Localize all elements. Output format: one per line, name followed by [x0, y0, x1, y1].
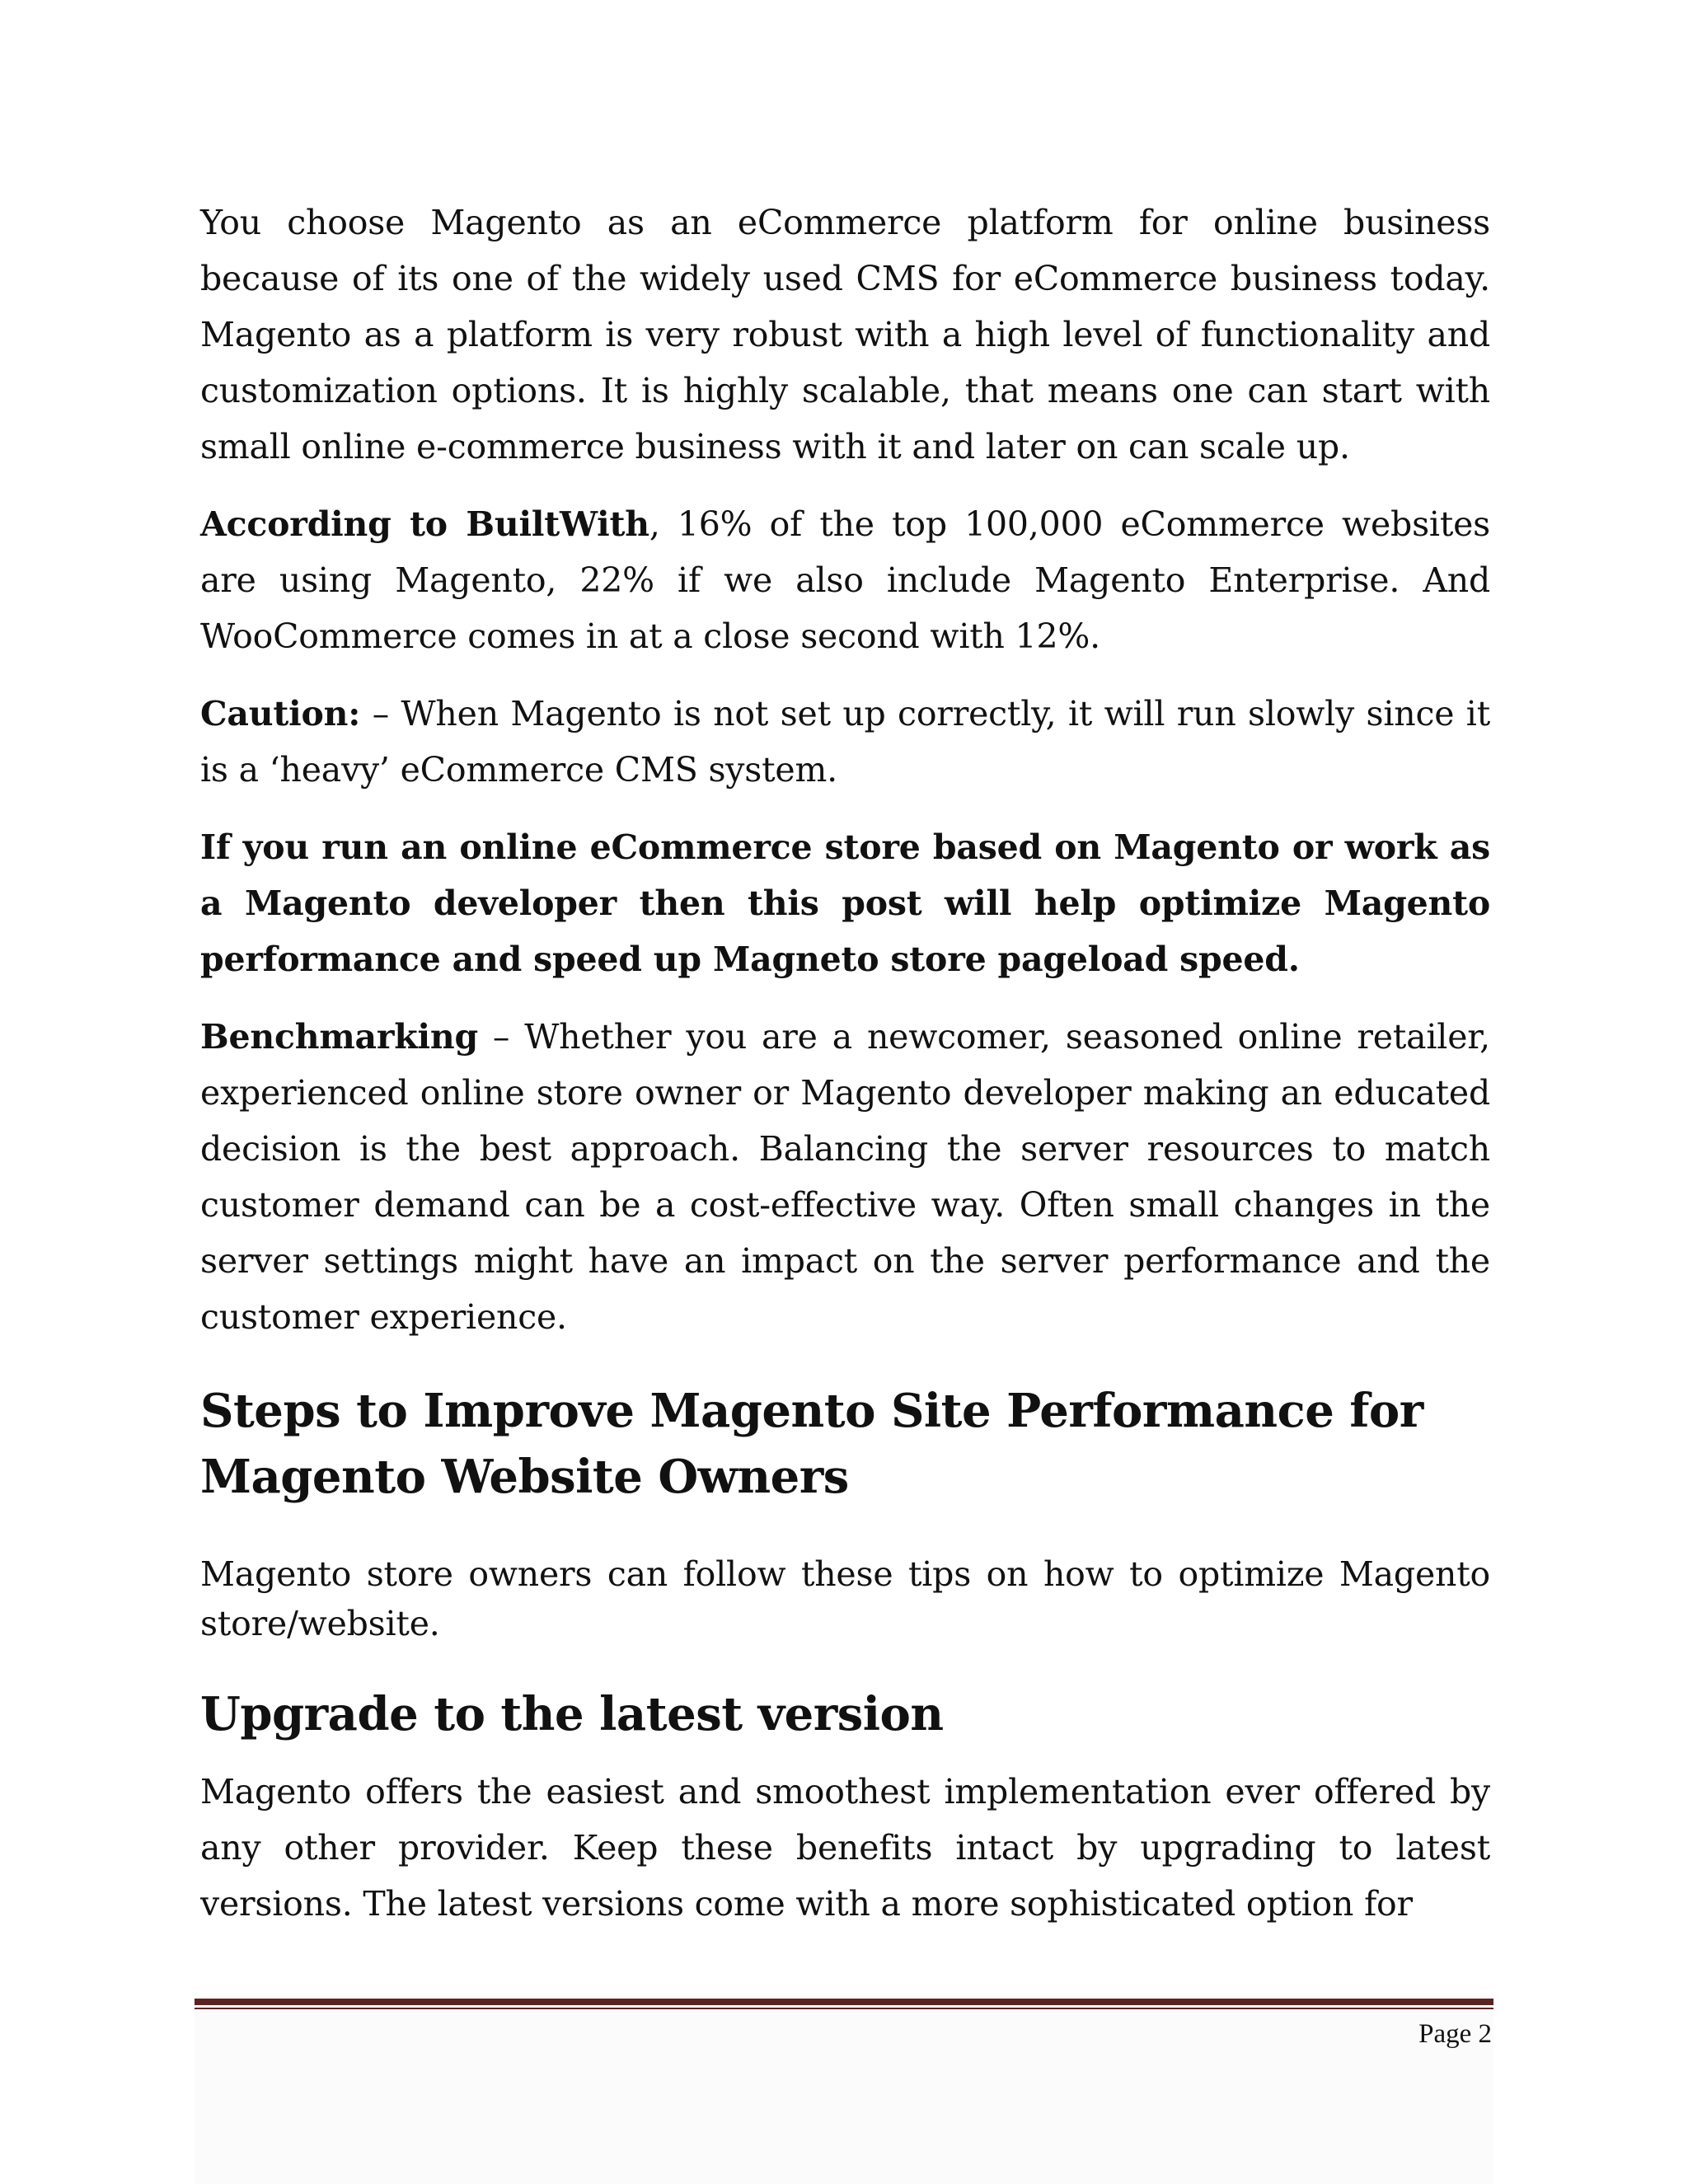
footer-area	[195, 2011, 1493, 2184]
bold-lead: According to BuiltWith	[200, 504, 649, 544]
heading-steps: Steps to Improve Magento Site Performance for Magento Website Owners	[200, 1384, 1423, 1504]
paragraph-builtwith	[200, 496, 1490, 664]
paragraph-bold-callout: If you run an online eCommerce store based on Magento or work as a Magento developer then this post will help optimize Magento performance and speed up Magneto store pageload speed.	[200, 827, 1490, 979]
footer-divider-thick	[195, 1999, 1493, 2005]
paragraph-text: You choose Magento as an eCommerce platform for online business because of its one of the widely used CMS for eCommerce business today. Magento as a platform is very robust with a high level of functionality and customization options. It is highly scalable, that means one can start with small online e-commerce business with it and later on can scale up.	[200, 203, 1490, 466]
bold-lead: Caution:	[200, 694, 361, 733]
footer-divider	[195, 1999, 1493, 2009]
paragraph-steps-intro: Magento store owners can follow these tips on how to optimize Magento store/website.	[200, 1554, 1490, 1643]
paragraph-benchmarking	[200, 1009, 1490, 1345]
paragraph-caution	[200, 686, 1490, 798]
page-content	[200, 194, 1490, 1953]
page-number: Page 2	[1418, 2019, 1492, 2049]
footer-divider-thin	[195, 2008, 1493, 2009]
paragraph-upgrade: Magento offers the easiest and smoothest implementation ever offered by any other provider. Keep these benefits intact by upgrading to latest versions. The latest versions come with a more sophisticated option for	[200, 1772, 1490, 1924]
paragraph-text: – When Magento is not set up correctly, it will run slowly since it is a ‘heavy’ eCommerce CMS system.	[200, 694, 1490, 790]
bold-lead: Benchmarking	[200, 1017, 478, 1057]
paragraph-text: – Whether you are a newcomer, seasoned online retailer, experienced online store owner or Magento developer making an educated decision is the best approach. Balancing the server resources to match customer demand can be a cost-effective way. Often small changes in the server settings might have an impact on the server performance and the customer experience.	[200, 1017, 1490, 1337]
paragraph-magento-intro	[200, 194, 1490, 475]
heading-upgrade: Upgrade to the latest version	[200, 1687, 944, 1741]
paragraph-text: , 16% of the top 100,000 eCommerce websites are using Magento, 22% if we also include Magento Enterprise. And WooCommerce comes in at a close second with 12%.	[200, 504, 1490, 656]
